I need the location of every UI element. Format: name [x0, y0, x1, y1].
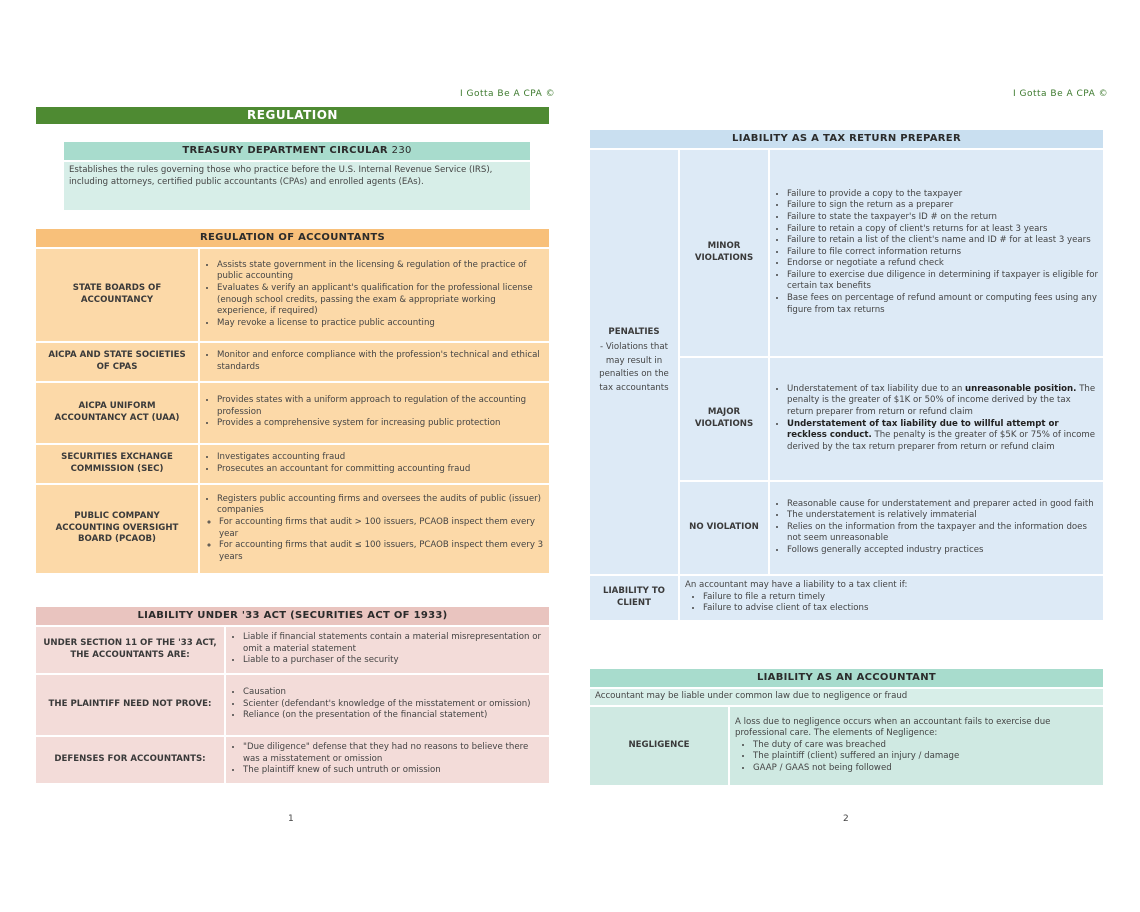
list-item: • Provides a comprehensive system for increasing public protection: [217, 418, 544, 430]
list-item: • Failure to file a return timely: [703, 592, 1098, 604]
row-content: [770, 150, 1103, 356]
list-item: • Prosecutes an accountant for committing accounting fraud: [217, 464, 544, 476]
brand-logo-text: I Gotta Be A CPA ©: [1013, 89, 1109, 99]
list-item: • Evaluates & verify an applicant's qualification for the professional license (enough school credits, passing the exam & appropriate working experience, if required): [217, 283, 544, 318]
row-label: THE PLAINTIFF NEED NOT PROVE:: [36, 675, 224, 735]
accountant-subtitle: Accountant may be liable under common law due to negligence or fraud: [590, 689, 1103, 705]
table-row: [36, 737, 549, 783]
regulation-of-accountants-table: [34, 227, 551, 575]
row-label: AICPA UNIFORM ACCOUNTANCY ACT (UAA): [36, 383, 198, 443]
list-item: • Follows generally accepted industry practices: [787, 545, 1098, 557]
list-item: • Failure to exercise due diligence in determining if taxpayer is eligible for certain tax benefits: [787, 270, 1098, 293]
table-row: [36, 343, 549, 381]
table-row: [36, 675, 549, 735]
table-row: [36, 485, 549, 573]
preparer-header: LIABILITY AS A TAX RETURN PREPARER: [590, 130, 1103, 148]
list-item: • Liable if financial statements contain a material misrepresentation or omit a material statement: [243, 632, 544, 655]
penalties-description: - Violations that may result in penalties on the tax accountants: [599, 341, 669, 394]
page-number: 1: [288, 814, 294, 824]
table-row: [590, 707, 1103, 785]
list-item: • Failure to state the taxpayer's ID # on the return: [787, 212, 1098, 224]
list-item: • Failure to provide a copy to the taxpayer: [787, 189, 1098, 201]
list-item: • The plaintiff knew of such untruth or omission: [243, 765, 544, 777]
accountant-header: LIABILITY AS AN ACCOUNTANT: [590, 669, 1103, 687]
row-label: DEFENSES FOR ACCOUNTANTS:: [36, 737, 224, 783]
row-content: [226, 737, 549, 783]
penalties-cell: [590, 150, 678, 574]
list-item: • Relies on the information from the taxpayer and the information does not seem unreasonable: [787, 522, 1098, 545]
row-content: [200, 485, 549, 573]
list-item: • Failure to retain a copy of client's returns for at least 3 years: [787, 224, 1098, 236]
list-subitem: ◦ For accounting firms that audit > 100 issuers, PCAOB inspect them every year: [219, 517, 544, 540]
list-item: [787, 384, 1098, 419]
row-content: [200, 249, 549, 341]
accountants-header: REGULATION OF ACCOUNTANTS: [36, 229, 549, 247]
major-item2-bold: Understatement of tax liability due to willful attempt or reckless conduct.: [787, 418, 1059, 441]
act33-header: LIABILITY UNDER '33 ACT (SECURITIES ACT OF 1933): [36, 607, 549, 625]
row-label: SECURITIES EXCHANGE COMMISSION (SEC): [36, 445, 198, 483]
row-content: [200, 445, 549, 483]
list-item: • Failure to file correct information returns: [787, 247, 1098, 259]
row-content: [226, 627, 549, 673]
list-item: • The duty of care was breached: [753, 740, 1098, 752]
client-intro: An accountant may have a liability to a tax client if:: [685, 580, 908, 591]
row-label: AICPA AND STATE SOCIETIES OF CPAS: [36, 343, 198, 381]
liability-33-act-table: [34, 605, 551, 785]
row-content: [770, 482, 1103, 574]
row-content: [200, 343, 549, 381]
table-row: [590, 576, 1103, 620]
table-row: [36, 445, 549, 483]
list-item: • May revoke a license to practice public accounting: [217, 318, 544, 330]
major-item1-bold: unreasonable position.: [965, 383, 1077, 394]
row-label: LIABILITY TO CLIENT: [590, 576, 678, 620]
circular-header: [64, 142, 530, 160]
row-label: UNDER SECTION 11 OF THE '33 ACT, THE ACCOUNTANTS ARE:: [36, 627, 224, 673]
list-item: • The plaintiff (client) suffered an injury / damage: [753, 751, 1098, 763]
negligence-intro: A loss due to negligence occurs when an accountant fails to exercise due professional care. The elements of Negligence:: [735, 716, 1051, 739]
row-label: NO VIOLATION: [680, 482, 768, 574]
table-row: [36, 249, 549, 341]
row-label: MINOR VIOLATIONS: [680, 150, 768, 356]
list-item: • Registers public accounting firms and oversees the audits of public (issuer) companies: [217, 494, 544, 517]
list-subitem: ◦ For accounting firms that audit ≤ 100 issuers, PCAOB inspect them every 3 years: [219, 540, 544, 563]
major-item1-lead: Understatement of tax liability due to an: [787, 383, 963, 394]
list-item: • Failure to sign the return as a preparer: [787, 200, 1098, 212]
list-item: • GAAP / GAAS not being followed: [753, 763, 1098, 775]
accountant-liability-table: [588, 667, 1105, 787]
list-item: • Reliance (on the presentation of the financial statement): [243, 710, 544, 722]
list-item: • The understatement is relatively immaterial: [787, 510, 1098, 522]
row-label: STATE BOARDS OF ACCOUNTANCY: [36, 249, 198, 341]
row-content: [680, 576, 1103, 620]
table-row: [590, 150, 1103, 356]
list-item: • "Due diligence" defense that they had no reasons to believe there was a misstatement or omission: [243, 742, 544, 765]
list-item: • Reasonable cause for understatement and preparer acted in good faith: [787, 499, 1098, 511]
list-item: • Liable to a purchaser of the security: [243, 655, 544, 667]
regulation-banner: [36, 107, 549, 124]
row-content: [200, 383, 549, 443]
page-2: [570, 0, 1140, 912]
list-item: • Scienter (defendant's knowledge of the misstatement or omission): [243, 699, 544, 711]
circular-section: [64, 142, 530, 210]
row-label: MAJOR VIOLATIONS: [680, 358, 768, 480]
list-item: • Investigates accounting fraud: [217, 452, 544, 464]
table-row: [36, 627, 549, 673]
circular-number: 230: [391, 145, 412, 156]
major-item1-rest: The penalty is the greater of $1K or 50% of income derived by the tax return preparer from return or refund claim: [787, 383, 1096, 417]
tax-preparer-liability-table: [588, 128, 1105, 622]
list-item: • Endorse or negotiate a refund check: [787, 258, 1098, 270]
row-content: [226, 675, 549, 735]
list-item: • Provides states with a uniform approach to regulation of the accounting profession: [217, 395, 544, 418]
list-item: • Failure to retain a list of the client's name and ID # for at least 3 years: [787, 235, 1098, 247]
list-item: • Base fees on percentage of refund amount or computing fees using any figure from tax returns: [787, 293, 1098, 316]
brand-logo-text: I Gotta Be A CPA ©: [460, 89, 556, 99]
table-row: [36, 383, 549, 443]
list-item: • Causation: [243, 687, 544, 699]
major-item2-rest: The penalty is the greater of $5K or 75% of income derived by the tax return preparer from return or refund claim: [787, 430, 1096, 452]
circular-title: TREASURY DEPARTMENT CIRCULAR: [182, 145, 388, 156]
row-label: NEGLIGENCE: [590, 707, 728, 785]
list-item: • Monitor and enforce compliance with the profession's technical and ethical standards: [217, 350, 544, 373]
row-content: [730, 707, 1103, 785]
row-label: PUBLIC COMPANY ACCOUNTING OVERSIGHT BOARD (PCAOB): [36, 485, 198, 573]
regulation-banner-text: REGULATION: [247, 108, 338, 122]
page-number: 2: [843, 814, 849, 824]
row-content: [770, 358, 1103, 480]
list-item: • Assists state government in the licensing & regulation of the practice of public accounting: [217, 260, 544, 283]
list-item: • Failure to advise client of tax elections: [703, 603, 1098, 615]
list-item: [787, 419, 1098, 454]
circular-text: Establishes the rules governing those who practice before the U.S. Internal Revenue Service (IRS), including attorneys, certified public accountants (CPAs) and enrolled agents (EAs).: [64, 162, 530, 210]
penalties-label: PENALTIES: [608, 327, 660, 338]
